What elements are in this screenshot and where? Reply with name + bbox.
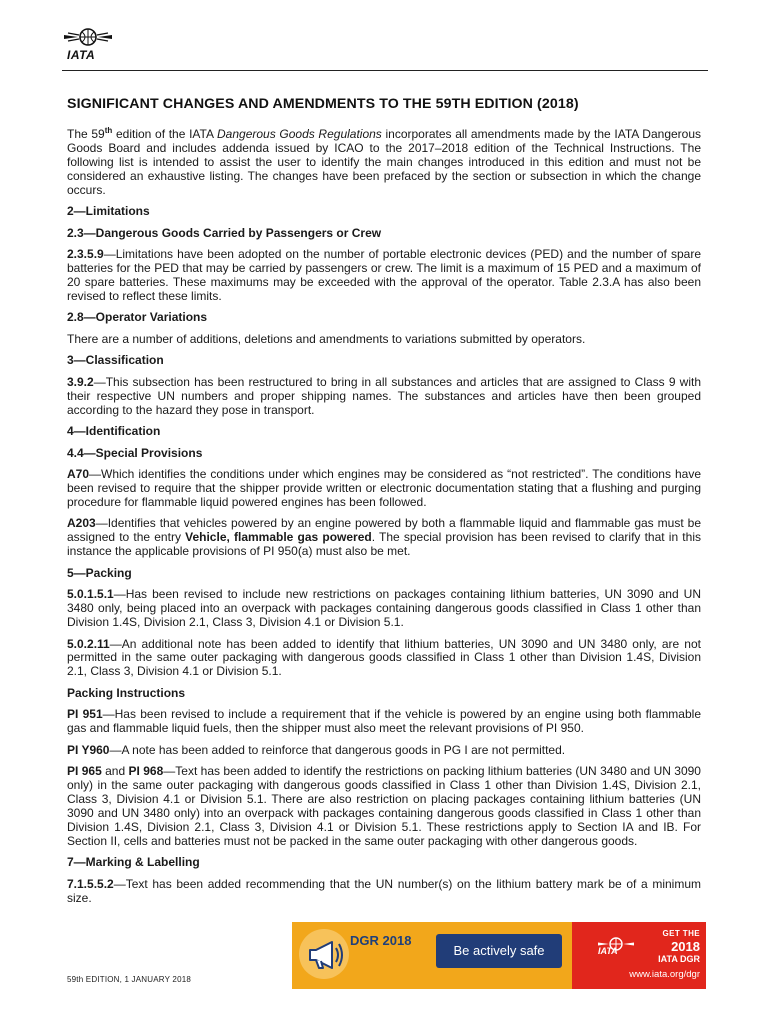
ref-label: 5.0.2.11	[67, 636, 110, 651]
iata-globe-icon	[62, 26, 114, 50]
paragraph-text: —A note has been added to reinforce that dangerous goods in PG I are not permitted.	[109, 742, 566, 757]
banner-year: 2018	[671, 939, 700, 954]
banner-iata-text: IATA	[598, 946, 618, 956]
paragraph-pi-965-968	[67, 765, 701, 848]
paragraph-pi-951	[67, 708, 701, 736]
ref-label: 5.0.1.5.1	[67, 587, 114, 602]
paragraph-text: —Has been revised to include a requirement that if the vehicle is powered by an engine using both flammable gas and flammable liquid fuels, then the shipper must also meet the relevant provisions of PI 950.	[67, 707, 701, 736]
intro-superscript: th	[104, 125, 113, 135]
section-heading-packing: 5—Packing	[67, 565, 132, 580]
banner-right-panel	[572, 922, 706, 989]
intro-text-2: edition of the IATA	[112, 126, 217, 141]
paragraph-pi-y960	[67, 744, 701, 758]
ref-label: PI 968	[128, 764, 164, 779]
page-header	[62, 26, 708, 72]
paragraph-text: —Identifies that vehicles powered by an engine powered by both a flammable liquid and flammable gas must be assigned to the entry	[67, 516, 701, 545]
paragraph-text: . The special provision has been revised to clarify that in this instance the applicable provisions of PI 950(a) must also be met.	[67, 530, 701, 559]
subsection-heading-packing-instructions: Packing Instructions	[67, 685, 186, 700]
paragraph-5-0-2-11	[67, 638, 701, 680]
paragraph-text: —Text has been added to identify the restrictions on packing lithium batteries (UN 3480 and UN 3090 only) in the same outer packaging with dangerous goods classified in Class 1 other than Division 1.4S, Division 2.1, Class 3, Division 4.1 or Division 5.1. There are also restriction on placing packages containing lithium batteries (UN 3090 and UN 3480 only) into an overpack with packages containing dangerous goods classified in Class 1 other than Division 1.4S, Division 2.1, Class 3, Division 4.1 or Division 5.1. These restrictions apply to Section IA and IB. For Section II, cells and batteries must not be packed in the same outer packaging with other dangerous goods.	[67, 764, 701, 848]
page-footer-edition: 59th EDITION, 1 JANUARY 2018	[67, 975, 192, 984]
page-title: SIGNIFICANT CHANGES AND AMENDMENTS TO THE 59TH EDITION (2018)	[67, 96, 579, 112]
ref-label: A70	[67, 467, 90, 482]
ref-label: PI Y960	[67, 742, 110, 757]
paragraph-text: —Text has been added recommending that the UN number(s) on the lithium battery mark be of a minimum size.	[67, 876, 701, 905]
intro-text-1: The 59	[67, 126, 105, 141]
paragraph-2-3-5-9	[67, 248, 701, 304]
subsection-heading-operator-variations: 2.8—Operator Variations	[67, 310, 208, 325]
banner-left-panel	[292, 922, 572, 989]
paragraph-text: —Which identifies the conditions under which engines may be considered as “not restricted”. The conditions have been revised to require that the shipper provide written or electronic documentation stating that a flushing and purging procedure for flammable liquid powered engines has been followed.	[67, 467, 701, 509]
paragraph-a203	[67, 517, 701, 559]
iata-logo-text: IATA	[67, 48, 96, 62]
ref-label: 2.3.5.9	[67, 247, 104, 262]
dgr-promo-banner[interactable]	[292, 922, 706, 989]
paragraph-7-1-5-5-2	[67, 878, 701, 906]
subsection-heading-passengers: 2.3—Dangerous Goods Carried by Passengers or Crew	[67, 225, 382, 240]
section-heading-limitations: 2—Limitations	[67, 204, 150, 219]
intro-publication-title: Dangerous Goods Regulations	[217, 126, 382, 141]
document-body	[67, 98, 701, 913]
ref-label: 3.9.2	[67, 374, 94, 389]
header-rule	[62, 70, 708, 71]
section-heading-classification: 3—Classification	[67, 353, 164, 368]
section-heading-identification: 4—Identification	[67, 424, 161, 439]
ref-label: 7.1.5.5.2	[67, 876, 114, 891]
ref-label: PI 951	[67, 707, 103, 722]
paragraph-text: —Limitations have been adopted on the number of portable electronic devices (PED) and the number of spare batteries for the PED that may be carried by passengers or crew. The limit is a maximum of 15 PED and a maximum of 20 spare batteries. These maximums may be exceeded with the approval of the operator. Table 2.3.A has also been revised to reflect these limits.	[67, 247, 701, 303]
ref-label: PI 965	[67, 764, 102, 779]
banner-slogan: Be actively safe	[436, 934, 562, 968]
paragraph-text: —This subsection has been restructured to bring in all substances and articles that are assigned to Class 9 with their respective UN numbers and proper shipping names. The substances and articles have then been grouped according to the hazard they pose in transport.	[67, 374, 701, 417]
paragraph-text: —Has been revised to include new restrictions on packages containing lithium batteries, UN 3090 and UN 3480 only, being placed into an overpack with packages containing dangerous goods classified in Class 1 other than Division 1.4S, Division 2.1, Class 3, Division 4.1 or Division 5.1.	[67, 587, 701, 629]
banner-url-link[interactable]: www.iata.org/dgr	[629, 969, 700, 980]
intro-text-3: incorporates all amendments made by the IATA Dangerous Goods Board and includes addenda issued by ICAO to the 2017–2018 edition of the Technical Instructions. The following list is intended to assist the user to identify the main changes introduced in this edition and must not be considered an exhaustive listing. The changes have been prefaced by the section or subsection in which the change occurs.	[67, 126, 702, 197]
banner-product: IATA DGR	[658, 954, 700, 964]
ref-label: A203	[67, 516, 96, 531]
intro-paragraph	[67, 125, 702, 198]
section-heading-marking-labelling: 7—Marking & Labelling	[67, 855, 200, 870]
paragraph-operator-variations: There are a number of additions, deletions and amendments to variations submitted by operators.	[67, 331, 586, 346]
megaphone-icon	[298, 928, 350, 980]
banner-dgr-label: DGR 2018	[350, 933, 412, 948]
subsection-heading-special-provisions: 4.4—Special Provisions	[67, 445, 203, 460]
paragraph-text: and	[101, 764, 129, 779]
paragraph-a70	[67, 468, 701, 510]
paragraph-text: —An additional note has been added to identify that lithium batteries, UN 3090 and UN 3480 only, are not permitted in the same outer packaging with dangerous goods classified in Class 1 other than Division 1.4S, Division 2.1, Class 3, Division 4.1 or Division 5.1.	[67, 636, 701, 679]
paragraph-3-9-2	[67, 376, 701, 418]
paragraph-5-0-1-5-1	[67, 588, 701, 630]
iata-logo	[62, 26, 114, 66]
banner-get-the: GET THE	[662, 929, 700, 938]
entry-name: Vehicle, flammable gas powered	[185, 530, 372, 545]
